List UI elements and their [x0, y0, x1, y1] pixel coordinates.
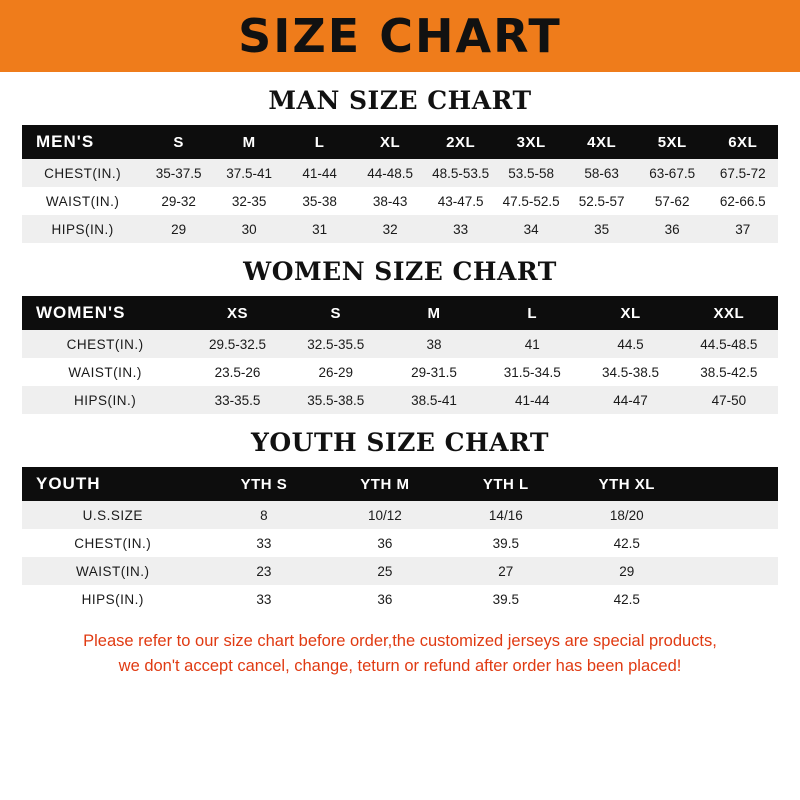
cell — [687, 585, 778, 613]
row-label: WAIST(IN.) — [22, 187, 143, 215]
table-row — [22, 358, 778, 386]
column-header: M — [242, 133, 256, 151]
column-header: 3XL — [516, 133, 546, 151]
footer-line-2: we don't accept cancel, change, teturn or refund after order has been placed! — [118, 656, 682, 675]
column-header: YTH S — [240, 475, 288, 493]
cell: 47.5-52.5 — [496, 187, 567, 215]
column-header: XXL — [713, 304, 745, 322]
header-band — [0, 0, 800, 72]
cell: 38.5-41 — [385, 386, 483, 414]
column-header: XL — [620, 304, 641, 322]
row-label: CHEST(IN.) — [22, 330, 188, 358]
column-header: L — [527, 304, 538, 322]
cell: 32 — [355, 215, 426, 243]
row-label: WAIST(IN.) — [22, 358, 188, 386]
row-label: HIPS(IN.) — [22, 585, 203, 613]
table-header-row — [22, 125, 778, 159]
youth-size-table — [22, 467, 778, 613]
column-header: 4XL — [587, 133, 617, 151]
column-header: YTH XL — [598, 475, 655, 493]
cell: 34.5-38.5 — [581, 358, 679, 386]
cell: 35-37.5 — [143, 159, 214, 187]
cell: 47-50 — [680, 386, 778, 414]
row-label: U.S.SIZE — [22, 501, 203, 529]
page-title: SIZE CHART — [238, 9, 562, 63]
cell: 62-66.5 — [707, 187, 778, 215]
cell: 27 — [445, 557, 566, 585]
cell: 38 — [385, 330, 483, 358]
cell: 31 — [284, 215, 355, 243]
row-label: WAIST(IN.) — [22, 557, 203, 585]
table-row — [22, 501, 778, 529]
cell: 8 — [203, 501, 324, 529]
cell: 52.5-57 — [566, 187, 637, 215]
cell — [687, 557, 778, 585]
cell: 14/16 — [445, 501, 566, 529]
cell: 58-63 — [566, 159, 637, 187]
cell: 57-62 — [637, 187, 708, 215]
column-header: XS — [226, 304, 248, 322]
column-header: XL — [380, 133, 401, 151]
column-header: L — [314, 133, 325, 151]
cell: 53.5-58 — [496, 159, 567, 187]
cell: 44.5-48.5 — [680, 330, 778, 358]
table-row — [22, 187, 778, 215]
cell: 30 — [214, 215, 285, 243]
cell: 44-48.5 — [355, 159, 426, 187]
cell: 29-31.5 — [385, 358, 483, 386]
cell: 23.5-26 — [188, 358, 286, 386]
cell: 44-47 — [581, 386, 679, 414]
cell: 29 — [566, 557, 687, 585]
men-size-table — [22, 125, 778, 243]
cell: 18/20 — [566, 501, 687, 529]
cell: 67.5-72 — [707, 159, 778, 187]
cell: 44.5 — [581, 330, 679, 358]
footer-line-1: Please refer to our size chart before order,the customized jerseys are special products, — [83, 632, 717, 650]
column-header: WOMEN'S — [36, 303, 126, 322]
cell: 23 — [203, 557, 324, 585]
row-label: HIPS(IN.) — [22, 386, 188, 414]
cell: 36 — [324, 529, 445, 557]
cell: 43-47.5 — [425, 187, 496, 215]
cell: 32-35 — [214, 187, 285, 215]
column-header — [687, 467, 778, 501]
cell: 36 — [637, 215, 708, 243]
row-label: CHEST(IN.) — [22, 159, 143, 187]
row-label: CHEST(IN.) — [22, 529, 203, 557]
women-size-table — [22, 296, 778, 414]
content-area — [0, 86, 800, 685]
column-header: M — [427, 304, 441, 322]
column-header: 5XL — [657, 133, 687, 151]
cell: 35.5-38.5 — [287, 386, 385, 414]
column-header: 2XL — [446, 133, 476, 151]
column-header: MEN'S — [36, 132, 95, 151]
column-header: 6XL — [728, 133, 758, 151]
section-title-women: WOMEN SIZE CHART — [243, 257, 557, 286]
cell: 33 — [203, 529, 324, 557]
cell: 48.5-53.5 — [425, 159, 496, 187]
cell: 29-32 — [143, 187, 214, 215]
row-label: HIPS(IN.) — [22, 215, 143, 243]
footer-disclaimer — [22, 629, 778, 685]
cell: 41-44 — [483, 386, 581, 414]
cell: 35 — [566, 215, 637, 243]
cell: 37.5-41 — [214, 159, 285, 187]
cell: 10/12 — [324, 501, 445, 529]
column-header: S — [330, 304, 341, 322]
column-header: YOUTH — [36, 474, 101, 493]
cell: 37 — [707, 215, 778, 243]
table-row — [22, 215, 778, 243]
table-row — [22, 330, 778, 358]
cell: 38.5-42.5 — [680, 358, 778, 386]
cell: 32.5-35.5 — [287, 330, 385, 358]
cell: 36 — [324, 585, 445, 613]
table-row — [22, 159, 778, 187]
table-row — [22, 585, 778, 613]
cell: 39.5 — [445, 585, 566, 613]
cell: 39.5 — [445, 529, 566, 557]
cell: 42.5 — [566, 585, 687, 613]
column-header: YTH M — [360, 475, 410, 493]
cell: 33 — [425, 215, 496, 243]
cell: 41-44 — [284, 159, 355, 187]
cell — [687, 501, 778, 529]
cell: 26-29 — [287, 358, 385, 386]
column-header: YTH L — [482, 475, 529, 493]
section-title-youth: YOUTH SIZE CHART — [251, 428, 549, 457]
cell: 33 — [203, 585, 324, 613]
table-header-row — [22, 296, 778, 330]
column-header: S — [173, 133, 184, 151]
cell: 33-35.5 — [188, 386, 286, 414]
cell: 29.5-32.5 — [188, 330, 286, 358]
table-row — [22, 529, 778, 557]
table-header-row — [22, 467, 778, 501]
table-row — [22, 386, 778, 414]
cell: 35-38 — [284, 187, 355, 215]
cell: 25 — [324, 557, 445, 585]
cell: 41 — [483, 330, 581, 358]
table-row — [22, 557, 778, 585]
cell: 31.5-34.5 — [483, 358, 581, 386]
cell: 34 — [496, 215, 567, 243]
cell: 63-67.5 — [637, 159, 708, 187]
cell: 42.5 — [566, 529, 687, 557]
cell: 38-43 — [355, 187, 426, 215]
section-title-men: MAN SIZE CHART — [268, 86, 532, 115]
cell: 29 — [143, 215, 214, 243]
cell — [687, 529, 778, 557]
